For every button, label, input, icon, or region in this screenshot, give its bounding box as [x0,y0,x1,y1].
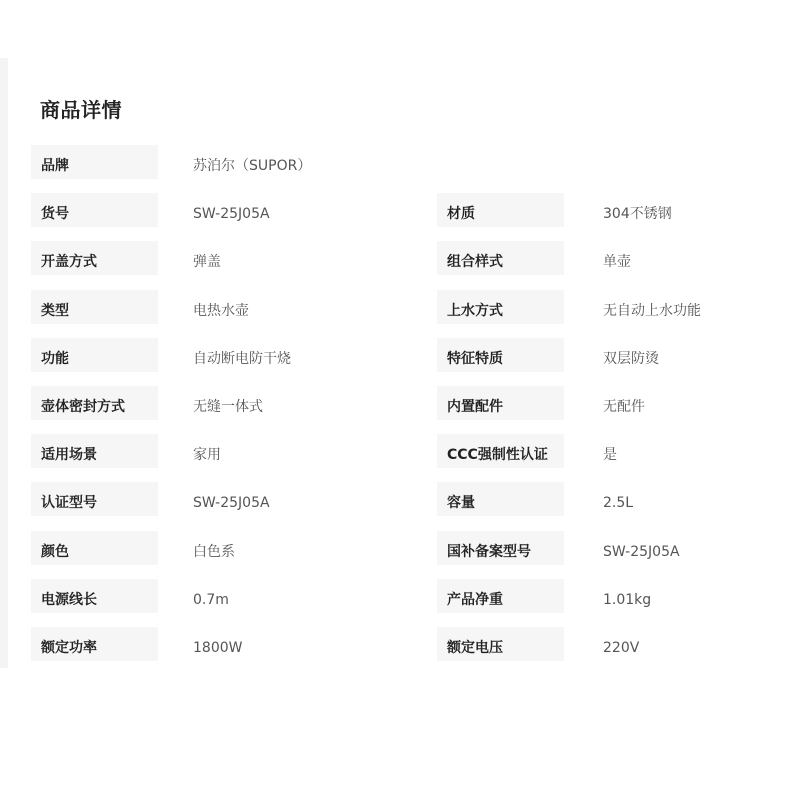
spec-label: 容量 [437,482,564,516]
spec-table [31,145,771,675]
spec-row [31,579,771,627]
spec-row [31,338,771,386]
spec-label: 类型 [31,290,158,324]
spec-label: 组合样式 [437,241,564,275]
spec-label: 适用场景 [31,434,158,468]
spec-value: 单壶 [603,254,631,271]
spec-label: 电源线长 [31,579,158,613]
spec-value: 自动断电防干烧 [193,350,291,367]
spec-value: 电热水壶 [193,302,249,319]
spec-row [31,482,771,530]
section-title: 商品详情 [40,98,122,122]
spec-value: 白色系 [193,543,235,560]
spec-value: 弹盖 [193,254,221,271]
spec-value: 1.01kg [603,591,652,608]
spec-row [31,386,771,434]
spec-row [31,241,771,289]
spec-label: 额定电压 [437,627,564,661]
spec-label: 特征特质 [437,338,564,372]
spec-value: SW-25J05A [193,495,270,512]
spec-label: 壶体密封方式 [31,386,158,420]
spec-label: 认证型号 [31,482,158,516]
spec-value: 304不锈钢 [603,206,672,223]
spec-value: 双层防烫 [603,350,659,367]
spec-row [31,627,771,675]
spec-value: 1800W [193,639,243,656]
spec-label: 上水方式 [437,290,564,324]
spec-row [31,290,771,338]
spec-label: 品牌 [31,145,158,179]
spec-label: CCC强制性认证 [437,434,564,468]
spec-label: 国补备案型号 [437,531,564,565]
spec-label: 材质 [437,193,564,227]
spec-value: 无缝一体式 [193,398,263,415]
spec-label: 功能 [31,338,158,372]
spec-value: 苏泊尔（SUPOR） [193,158,312,174]
spec-row [31,434,771,482]
spec-value: 0.7m [193,591,229,608]
spec-value: 是 [603,447,617,464]
spec-value: 无自动上水功能 [603,302,701,319]
spec-label: 内置配件 [437,386,564,420]
spec-row [31,145,771,193]
left-edge-strip [0,58,8,668]
spec-row [31,531,771,579]
spec-value: 家用 [193,447,221,464]
spec-value: SW-25J05A [193,206,270,223]
spec-value: 无配件 [603,398,645,415]
spec-label: 货号 [31,193,158,227]
spec-value: 220V [603,639,640,656]
spec-label: 开盖方式 [31,241,158,275]
spec-value: 2.5L [603,495,634,512]
spec-label: 额定功率 [31,627,158,661]
spec-row [31,193,771,241]
spec-label: 颜色 [31,531,158,565]
spec-label: 产品净重 [437,579,564,613]
spec-value: SW-25J05A [603,543,680,560]
